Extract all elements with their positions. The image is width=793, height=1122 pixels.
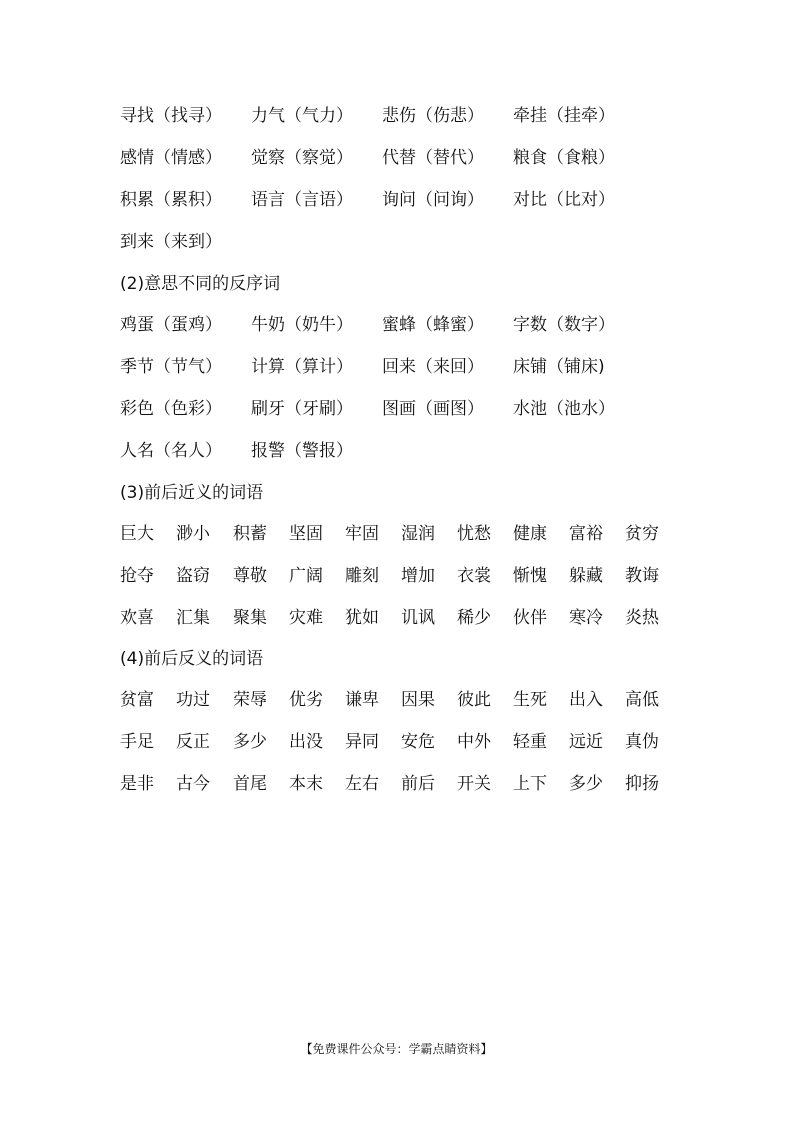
word-pair: 彩色（色彩） [120,399,222,419]
word: 贫富 [120,690,154,710]
word: 安危 [401,732,435,752]
word: 巨大 [120,524,154,544]
word: 本末 [289,774,323,794]
word: 抢夺 [120,566,154,586]
section-heading: (4)前后反义的词语 [120,649,264,669]
word-pair: 蜜蜂（蜂蜜） [382,315,484,335]
word: 犹如 [345,608,379,628]
section-heading: (2)意思不同的反序词 [120,274,281,294]
word: 惭愧 [513,566,547,586]
word-pair: 鸡蛋（蛋鸡） [120,315,222,335]
word-pair: 人名（名人） [120,441,222,461]
word: 广阔 [289,566,323,586]
word: 湿润 [401,524,435,544]
word-pair: 觉察（察觉） [251,148,353,168]
word: 谦卑 [345,690,379,710]
word-pair: 寻找（找寻） [120,106,222,126]
word: 出入 [569,690,603,710]
word-pair: 感情（情感） [120,148,222,168]
word-pair: 水池（池水） [513,399,615,419]
word: 中外 [457,732,491,752]
word-pair: 到来（来到） [120,232,222,252]
word: 汇集 [176,608,210,628]
word: 轻重 [513,732,547,752]
word: 贫穷 [625,524,659,544]
word-pair: 询问（问询） [382,190,484,210]
word: 真伪 [625,732,659,752]
word: 反正 [176,732,210,752]
word: 欢喜 [120,608,154,628]
word: 远近 [569,732,603,752]
word: 教诲 [625,566,659,586]
word: 首尾 [233,774,267,794]
word: 积蓄 [233,524,267,544]
word-pair: 图画（画图） [382,399,484,419]
word: 雕刻 [345,566,379,586]
word: 是非 [120,774,154,794]
word: 尊敬 [233,566,267,586]
word: 功过 [176,690,210,710]
word-pair: 刷牙（牙刷） [251,399,353,419]
word: 盗窃 [176,566,210,586]
word-pair: 回来（来回） [382,357,484,377]
word: 出没 [289,732,323,752]
word: 牢固 [345,524,379,544]
word: 健康 [513,524,547,544]
word-pair: 计算（算计） [251,357,353,377]
word: 开关 [457,774,491,794]
word-pair: 牛奶（奶牛） [251,315,353,335]
word: 异同 [345,732,379,752]
word-pair: 床铺（铺床) [513,357,605,377]
word: 多少 [233,732,267,752]
word: 躲藏 [569,566,603,586]
word: 彼此 [457,690,491,710]
word-pair: 季节（节气） [120,357,222,377]
word: 增加 [401,566,435,586]
word: 炎热 [625,608,659,628]
word-pair: 牵挂（挂牵） [513,106,615,126]
word: 坚固 [289,524,323,544]
section-heading: (3)前后近义的词语 [120,483,264,503]
word-pair: 力气（气力） [251,106,353,126]
word: 稀少 [457,608,491,628]
word-pair: 对比（比对） [513,190,615,210]
word-pair: 悲伤（伤悲） [382,106,484,126]
word: 伙伴 [513,608,547,628]
word: 多少 [569,774,603,794]
word-pair: 语言（言语） [251,190,353,210]
word: 寒冷 [569,608,603,628]
word: 聚集 [233,608,267,628]
word-pair: 代替（替代） [382,148,484,168]
page-footer: 【免费课件公众号：学霸点睛资料】 [300,1042,493,1056]
word: 忧愁 [457,524,491,544]
word: 因果 [401,690,435,710]
word: 手足 [120,732,154,752]
word: 渺小 [176,524,210,544]
word: 灾难 [289,608,323,628]
word: 衣裳 [457,566,491,586]
word: 生死 [513,690,547,710]
word-pair: 粮食（食粮） [513,148,615,168]
word-pair: 积累（累积） [120,190,222,210]
word: 讥讽 [401,608,435,628]
word: 上下 [513,774,547,794]
word: 左右 [345,774,379,794]
word: 抑扬 [625,774,659,794]
word: 富裕 [569,524,603,544]
word: 高低 [625,690,659,710]
word-pair: 报警（警报） [251,441,353,461]
word: 古今 [176,774,210,794]
word: 荣辱 [233,690,267,710]
word: 优劣 [289,690,323,710]
word: 前后 [401,774,435,794]
word-pair: 字数（数字） [513,315,615,335]
